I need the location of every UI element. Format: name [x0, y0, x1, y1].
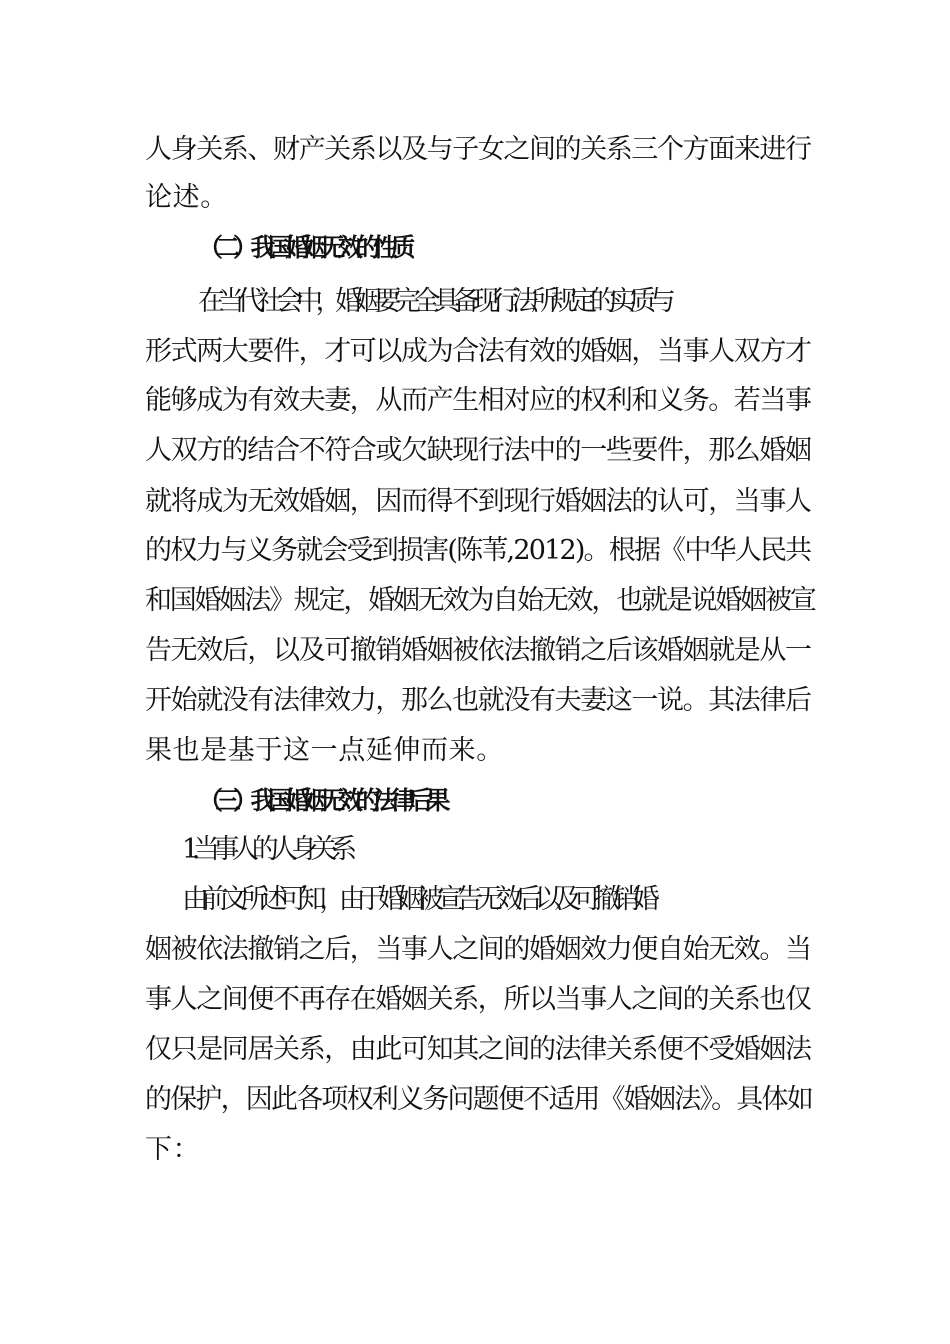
- body-line: 形式两大要件，才可以成为合法有效的婚姻，当事人双方才: [145, 336, 811, 367]
- body-line: 姻被依法撤销之后，当事人之间的婚姻效力便自始无效。当: [145, 934, 811, 965]
- body-line: 人身关系、财产关系以及与子女之间的关系三个方面来进行: [145, 134, 811, 165]
- section-heading: （二）我国婚姻无效的性质: [198, 233, 409, 262]
- body-line: 就将成为无效婚姻，因而得不到现行婚姻法的认可，当事人: [145, 486, 811, 517]
- body-line: 和国婚姻法》规定，婚姻无效为自始无效，也就是说婚姻被宣: [145, 585, 815, 616]
- body-line: 人双方的结合不符合或欠缺现行法中的一些要件，那么婚姻: [145, 435, 811, 466]
- body-line: 果也是基于这一点延伸而来。: [145, 735, 504, 766]
- paragraph-first-line: 由前文所述可知，由于婚姻被宣告无效后以及可撤销婚: [182, 884, 653, 915]
- body-line: 论述。: [145, 182, 228, 213]
- body-line: 的权力与义务就会受到损害(陈苇,2012)。根据《中华人民共: [145, 535, 811, 566]
- body-line: 仅只是同居关系，由此可知其之间的法律关系便不受婚姻法: [145, 1034, 811, 1065]
- body-line: 下：: [145, 1134, 201, 1165]
- body-line: 告无效后，以及可撤销婚姻被依法撤销之后该婚姻就是从一: [145, 635, 811, 666]
- section-heading: （三）我国婚姻无效的法律后果: [198, 786, 444, 815]
- body-line: 的保护，因此各项权利义务问题便不适用《婚姻法》。具体如: [145, 1084, 812, 1115]
- body-line: 能够成为有效夫妻，从而产生相对应的权利和义务。若当事: [145, 385, 811, 416]
- subsection-heading: 1.当事人的人身关系: [182, 834, 350, 865]
- paragraph-first-line: 在当代社会中，婚姻要完全具备现行法所规定的实质与: [198, 286, 669, 317]
- body-line: 开始就没有法律效力，那么也就没有夫妻这一说。其法律后: [145, 685, 811, 716]
- body-line: 事人之间便不再存在婚姻关系，所以当事人之间的关系也仅: [145, 984, 811, 1015]
